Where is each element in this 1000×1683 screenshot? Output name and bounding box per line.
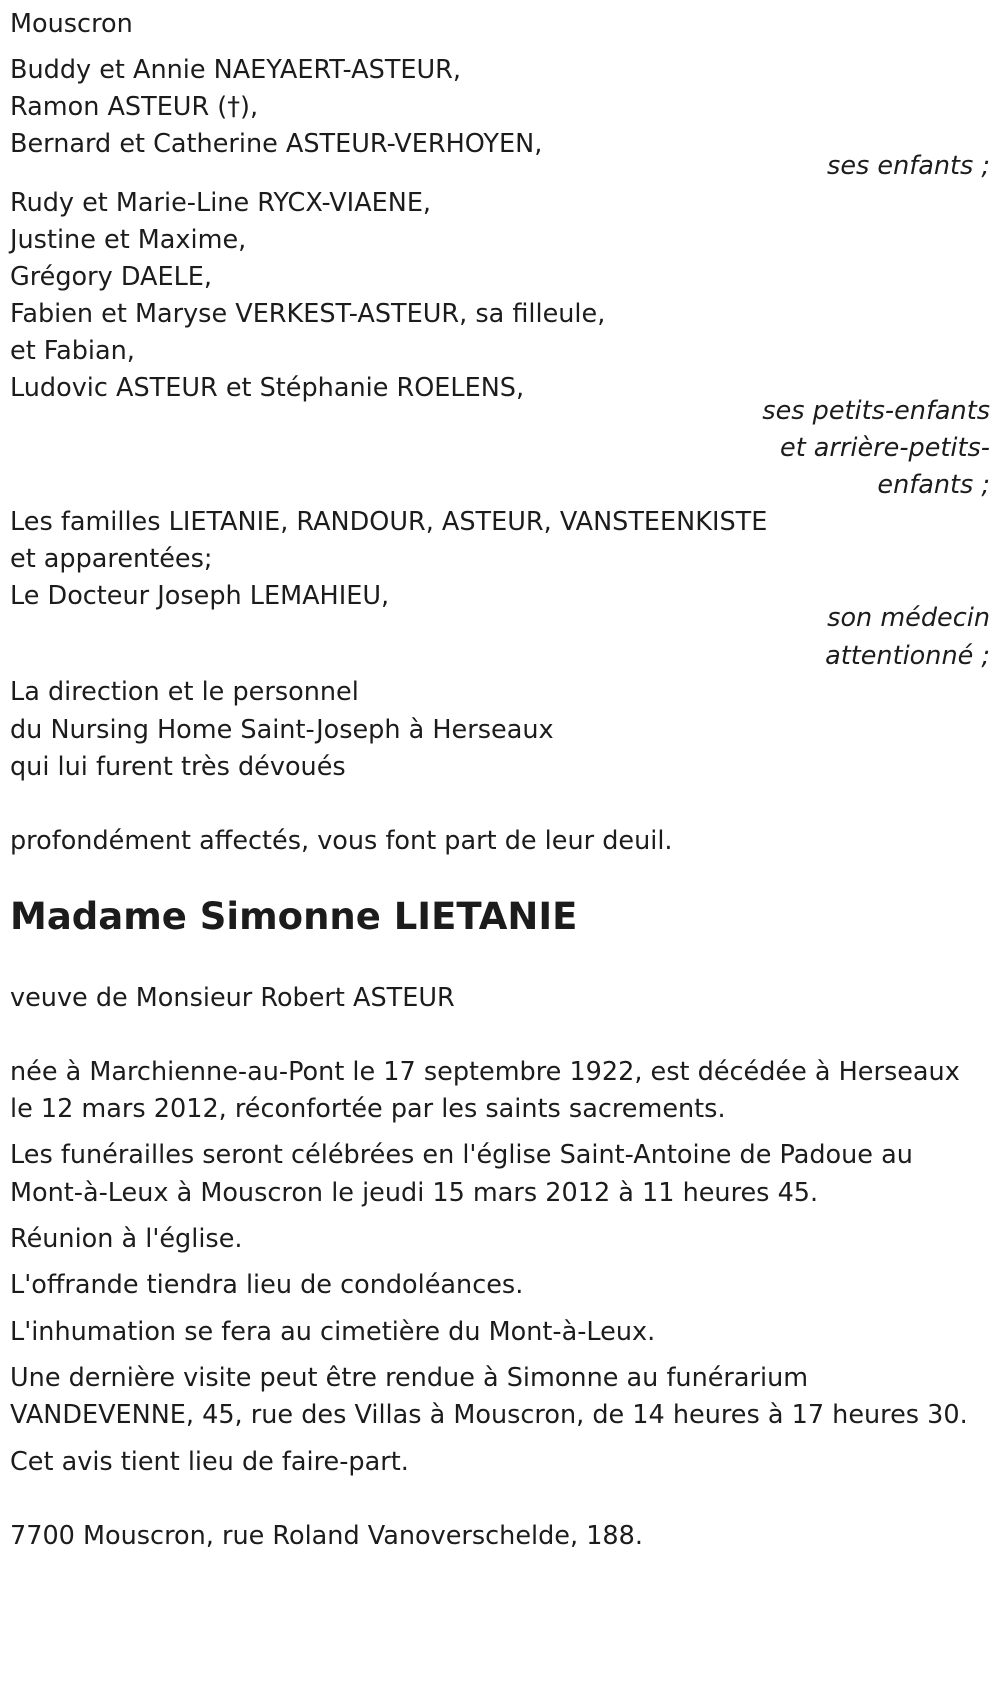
- child-name: Bernard et Catherine ASTEUR-VERHOYEN,: [10, 129, 543, 159]
- grandchild-name: et Fabian,: [10, 336, 135, 366]
- widow-of: veuve de Monsieur Robert ASTEUR: [10, 983, 455, 1013]
- birth-death: le 12 mars 2012, réconfortée par les saints sacrements.: [10, 1094, 726, 1124]
- nursing-home-line: La direction et le personnel: [10, 677, 359, 707]
- families-line: et apparentées;: [10, 544, 213, 574]
- families-line: Les familles LIETANIE, RANDOUR, ASTEUR, VANSTEENKISTE: [10, 507, 768, 537]
- grandchildren-role: et arrière-petits-: [780, 433, 990, 463]
- birth-death: née à Marchienne-au-Pont le 17 septembre 1922, est décédée à Herseaux: [10, 1057, 960, 1087]
- funeral-info: Les funérailles seront célébrées en l'église Saint-Antoine de Padoue au: [10, 1140, 913, 1170]
- grandchildren-role: ses petits-enfants: [762, 396, 990, 426]
- grandchild-name: Grégory DAELE,: [10, 262, 213, 292]
- nursing-home-line: du Nursing Home Saint-Joseph à Herseaux: [10, 715, 554, 745]
- grandchild-name: Rudy et Marie-Line RYCX-VIAENE,: [10, 188, 432, 218]
- grandchild-name: Fabien et Maryse VERKEST-ASTEUR, sa filleule,: [10, 299, 606, 329]
- visit-info: Une dernière visite peut être rendue à Simonne au funérarium: [10, 1363, 809, 1393]
- children-role: ses enfants ;: [827, 151, 990, 181]
- visit-info: VANDEVENNE, 45, rue des Villas à Mouscron, de 14 heures à 17 heures 30.: [10, 1400, 968, 1430]
- deceased-name: Madame Simonne LIETANIE: [10, 895, 578, 938]
- burial-info: L'inhumation se fera au cimetière du Mont-à-Leux.: [10, 1317, 656, 1347]
- meeting-info: Réunion à l'église.: [10, 1224, 243, 1254]
- announcement: profondément affectés, vous font part de leur deuil.: [10, 826, 673, 856]
- location: Mouscron: [10, 9, 133, 39]
- address: 7700 Mouscron, rue Roland Vanoverschelde, 188.: [10, 1521, 643, 1551]
- doctor-role: son médecin: [827, 603, 990, 633]
- funeral-info: Mont-à-Leux à Mouscron le jeudi 15 mars 2012 à 11 heures 45.: [10, 1178, 819, 1208]
- offering-info: L'offrande tiendra lieu de condoléances.: [10, 1270, 524, 1300]
- child-name: Ramon ASTEUR (†),: [10, 92, 259, 122]
- grandchild-name: Ludovic ASTEUR et Stéphanie ROELENS,: [10, 373, 525, 403]
- doctor-role: attentionné ;: [825, 641, 990, 671]
- grandchild-name: Justine et Maxime,: [10, 225, 247, 255]
- doctor-line: Le Docteur Joseph LEMAHIEU,: [10, 581, 390, 611]
- grandchildren-role: enfants ;: [877, 470, 990, 500]
- child-name: Buddy et Annie NAEYAERT-ASTEUR,: [10, 55, 461, 85]
- nursing-home-line: qui lui furent très dévoués: [10, 752, 346, 782]
- notice-info: Cet avis tient lieu de faire-part.: [10, 1447, 409, 1477]
